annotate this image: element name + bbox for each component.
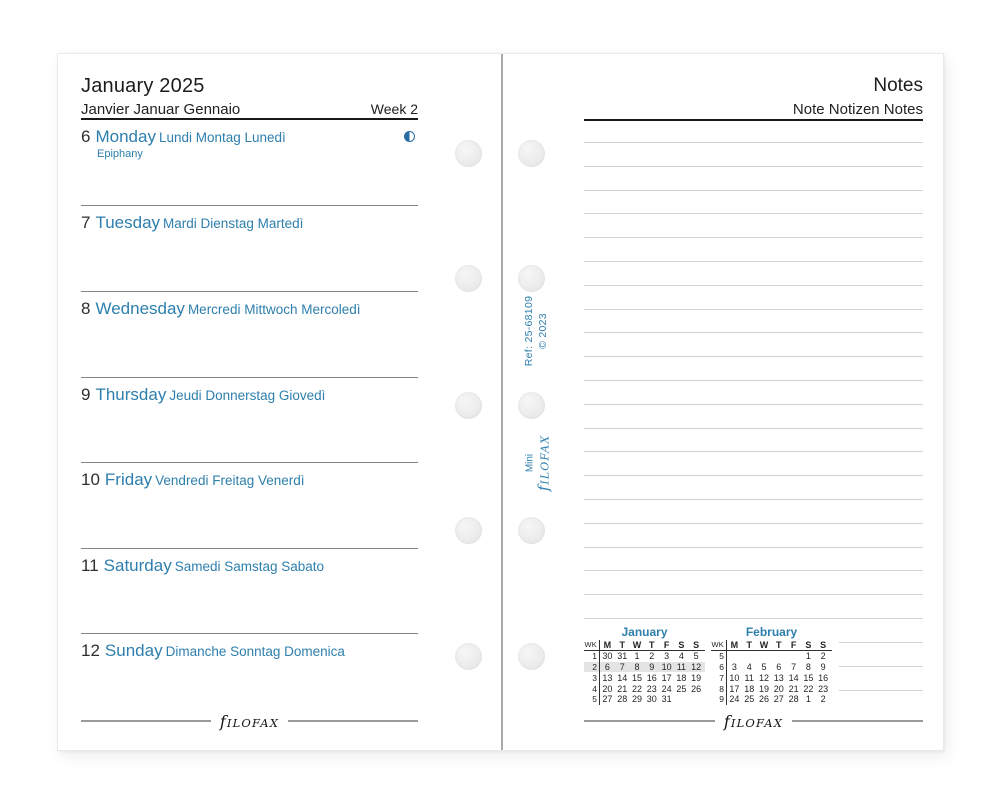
weekday-header: T: [619, 639, 625, 650]
calendar-day: 19: [758, 683, 769, 694]
day-name-intl: Dimanche Sonntag Domenica: [165, 644, 345, 659]
spine-brand: [525, 435, 554, 491]
calendar-day: 2: [820, 651, 826, 662]
day-heading: [81, 206, 418, 233]
mini-calendar-week-row: [711, 694, 832, 705]
weekday-header: M: [730, 639, 739, 650]
mini-calendar-title: February: [745, 625, 798, 639]
page-subtitle-row: [81, 101, 418, 118]
week-number: 2: [584, 662, 600, 673]
weekday-header: F: [663, 639, 670, 650]
calendar-day: 4: [746, 661, 752, 672]
weekday-header: S: [805, 639, 812, 650]
day-heading: [81, 292, 418, 319]
week-number: 8: [711, 683, 727, 694]
day-number: 11: [81, 556, 99, 575]
planner-spread: [57, 53, 944, 751]
week-number: 7: [711, 672, 727, 683]
page-title: January 2025: [81, 75, 205, 97]
calendar-day: 22: [803, 683, 814, 694]
mini-calendar-week-row: [711, 662, 832, 673]
calendar-day: 11: [676, 661, 687, 672]
note-line: [584, 166, 923, 167]
day-row-sunday: [81, 633, 418, 718]
note-line: [584, 594, 923, 595]
note-line: [584, 618, 923, 619]
calendar-day: 25: [676, 683, 687, 694]
day-name: Tuesday: [95, 213, 161, 232]
week-number: 4: [584, 683, 600, 694]
day-name: Thursday: [95, 385, 167, 404]
notes-header-underline: [584, 119, 923, 121]
day-name-intl: Mercredi Mittwoch Mercoledì: [187, 302, 361, 317]
week-number: 6: [711, 662, 727, 673]
binder-hole-left-1: [455, 140, 482, 167]
note-line: [584, 570, 923, 571]
filofax-logo-vertical: fILOFAX: [534, 434, 553, 492]
calendar-day: 22: [631, 683, 642, 694]
mini-calendar-week-row: [584, 694, 705, 705]
filofax-logo-text: ILOFAX: [730, 715, 784, 730]
week-number: 5: [711, 651, 727, 662]
calendar-day: 8: [805, 661, 811, 672]
spine-reference: [522, 296, 550, 366]
filofax-logo-text: ILOFAX: [226, 715, 280, 730]
calendar-day: 28: [617, 694, 628, 705]
weekday-header: F: [790, 639, 797, 650]
note-line: [584, 261, 923, 262]
calendar-day: 13: [602, 672, 613, 683]
mini-calendar-february: [711, 625, 832, 705]
calendar-day: 11: [744, 672, 754, 683]
binder-hole-left-4: [455, 517, 482, 544]
footer-rule-right: [792, 720, 923, 722]
binder-hole-left-5: [455, 643, 482, 670]
note-line: [584, 428, 923, 429]
note-line: [584, 404, 923, 405]
calendar-day: 1: [634, 651, 640, 662]
calendar-day: 7: [619, 661, 625, 672]
calendar-day: 27: [773, 694, 784, 705]
size-label: Mini: [524, 453, 536, 473]
binder-hole-right-2: [518, 265, 545, 292]
calendar-day: 6: [776, 661, 782, 672]
note-line: [584, 547, 923, 548]
note-line: [584, 451, 923, 452]
week-column-label: WK: [711, 640, 727, 650]
binder-hole-right-3: [518, 392, 545, 419]
week-column-label: WK: [584, 640, 600, 650]
day-name: Friday: [104, 470, 153, 489]
mini-calendar-week-row: [584, 651, 705, 662]
filofax-logo: fILOFAX: [219, 711, 280, 731]
calendar-day: 15: [803, 672, 814, 683]
calendar-day: 30: [646, 694, 657, 705]
calendar-day: 10: [729, 672, 740, 683]
mini-calendar-title: January: [621, 625, 668, 639]
calendar-day: 15: [631, 672, 642, 683]
week-number: 9: [711, 694, 727, 705]
note-line: [584, 237, 923, 238]
calendar-day: 16: [818, 672, 829, 683]
mini-calendar-week-row: [711, 672, 832, 683]
calendar-day: 17: [661, 672, 672, 683]
mini-calendars: [584, 625, 923, 705]
page-divider: [501, 54, 503, 750]
notes-title: Notes: [873, 75, 923, 96]
day-row-saturday: [81, 548, 418, 633]
calendar-day: 29: [631, 694, 642, 705]
calendar-day: 5: [761, 661, 767, 672]
calendar-day: 31: [661, 694, 672, 705]
week-number: 1: [584, 651, 600, 662]
filofax-logo: fILOFAX: [723, 711, 784, 731]
week-number: 5: [584, 694, 600, 705]
holiday-label: Epiphany: [97, 148, 143, 160]
calendar-day: 9: [649, 661, 655, 672]
calendar-day: 2: [649, 651, 655, 662]
calendar-day: 12: [691, 661, 702, 672]
day-number: 9: [81, 385, 91, 404]
calendar-day: 2: [820, 694, 826, 705]
footer-rule-left: [584, 720, 715, 722]
calendar-day: 18: [744, 683, 755, 694]
weekday-header: T: [776, 639, 782, 650]
footer-rule-left: [81, 720, 211, 722]
note-line: [584, 213, 923, 214]
note-line: [584, 523, 923, 524]
day-number: 7: [81, 213, 91, 232]
note-line: [584, 285, 923, 286]
day-row-tuesday: [81, 205, 418, 291]
binder-hole-right-1: [518, 140, 545, 167]
notes-page: [584, 54, 923, 752]
calendar-day: 17: [729, 683, 740, 694]
calendar-day: 14: [617, 672, 628, 683]
calendar-day: 27: [602, 694, 613, 705]
day-heading: [81, 549, 418, 576]
week-number: 3: [584, 672, 600, 683]
mini-calendar-header-row: [584, 640, 705, 651]
day-number: 6: [81, 127, 91, 146]
calendar-day: 13: [773, 672, 784, 683]
weekday-header: W: [632, 639, 642, 650]
day-number: 8: [81, 299, 91, 318]
weekday-header: T: [746, 639, 752, 650]
calendar-day: 4: [678, 651, 684, 662]
calendar-day: 25: [744, 694, 755, 705]
calendar-day: 20: [602, 683, 613, 694]
binder-hole-left-2: [455, 265, 482, 292]
day-number: 12: [81, 641, 100, 660]
week-number-label: Week 2: [370, 101, 418, 117]
note-line: [584, 332, 923, 333]
left-page-footer: [81, 711, 418, 731]
calendar-day: 23: [646, 683, 657, 694]
calendar-day: 31: [617, 651, 628, 662]
mini-calendar-january: [584, 625, 705, 705]
day-name-intl: Mardi Dienstag Martedì: [163, 216, 304, 231]
binder-hole-right-5: [518, 643, 545, 670]
calendar-day: 7: [791, 661, 797, 672]
note-line: [584, 142, 923, 143]
calendar-day: 23: [818, 683, 829, 694]
calendar-day: 8: [634, 661, 640, 672]
note-line: [584, 356, 923, 357]
day-heading: [81, 120, 418, 147]
calendar-day: 26: [691, 683, 702, 694]
mini-calendar-header-row: [711, 640, 832, 651]
mini-calendar-week-row-current: [584, 662, 705, 673]
weekday-header: S: [693, 639, 700, 650]
calendar-day: 12: [758, 672, 769, 683]
calendar-day: 19: [691, 672, 702, 683]
month-intl-label: Janvier Januar Gennaio: [81, 101, 241, 118]
binder-hole-left-3: [455, 392, 482, 419]
day-name: Saturday: [103, 556, 172, 575]
day-name: Wednesday: [95, 299, 185, 318]
calendar-day: 14: [788, 672, 799, 683]
calendar-day: 6: [604, 661, 610, 672]
calendar-day: 3: [731, 661, 737, 672]
day-row-wednesday: [81, 291, 418, 377]
ref-number: Ref: 25-68109: [523, 295, 535, 367]
note-line: [584, 190, 923, 191]
note-line: [584, 475, 923, 476]
note-line: [584, 309, 923, 310]
weekday-header: W: [759, 639, 769, 650]
day-heading: [81, 634, 418, 661]
day-row-thursday: [81, 377, 418, 462]
week-page: [81, 54, 418, 752]
copyright: © 2023: [537, 313, 549, 349]
day-row-friday: [81, 462, 418, 548]
day-row-monday: [81, 120, 418, 205]
day-name-intl: Jeudi Donnerstag Giovedì: [169, 388, 326, 403]
weekday-header: M: [603, 639, 612, 650]
day-number: 10: [81, 470, 100, 489]
calendar-day: 9: [820, 661, 826, 672]
calendar-day: 3: [664, 651, 670, 662]
calendar-day: 5: [693, 651, 699, 662]
weekday-header: S: [820, 639, 827, 650]
moon-phase-icon: [404, 131, 415, 142]
mini-calendar-week-row: [711, 651, 832, 662]
binder-hole-right-4: [518, 517, 545, 544]
calendar-day: 30: [602, 651, 613, 662]
calendar-day: 10: [661, 661, 672, 672]
calendar-day: 1: [805, 651, 811, 662]
calendar-day: 24: [661, 683, 672, 694]
weekday-header: T: [649, 639, 655, 650]
calendar-day: 21: [617, 683, 628, 694]
day-name-intl: Vendredi Freitag Venerdì: [155, 473, 305, 488]
calendar-day: 21: [788, 683, 799, 694]
note-line: [584, 499, 923, 500]
day-heading: [81, 463, 418, 490]
calendar-day: 24: [729, 694, 740, 705]
calendar-day: 1: [805, 694, 811, 705]
calendar-day: 20: [773, 683, 784, 694]
calendar-day: 28: [788, 694, 799, 705]
right-page-footer: [584, 711, 923, 731]
day-name-intl: Samedi Samstag Sabato: [174, 559, 325, 574]
note-line: [584, 380, 923, 381]
mini-calendar-week-row: [584, 672, 705, 683]
footer-rule-right: [288, 720, 418, 722]
day-name: Sunday: [104, 641, 163, 660]
calendar-day: 18: [676, 672, 687, 683]
calendar-day: 16: [646, 672, 657, 683]
day-heading: [81, 378, 418, 405]
weekday-header: S: [678, 639, 685, 650]
mini-calendar-week-row: [584, 683, 705, 694]
mini-calendar-week-row: [711, 683, 832, 694]
day-name: Monday: [95, 127, 156, 146]
day-name-intl: Lundi Montag Lunedì: [158, 130, 286, 145]
calendar-day: 26: [758, 694, 769, 705]
notes-title-intl: Note Notizen Notes: [792, 101, 923, 118]
